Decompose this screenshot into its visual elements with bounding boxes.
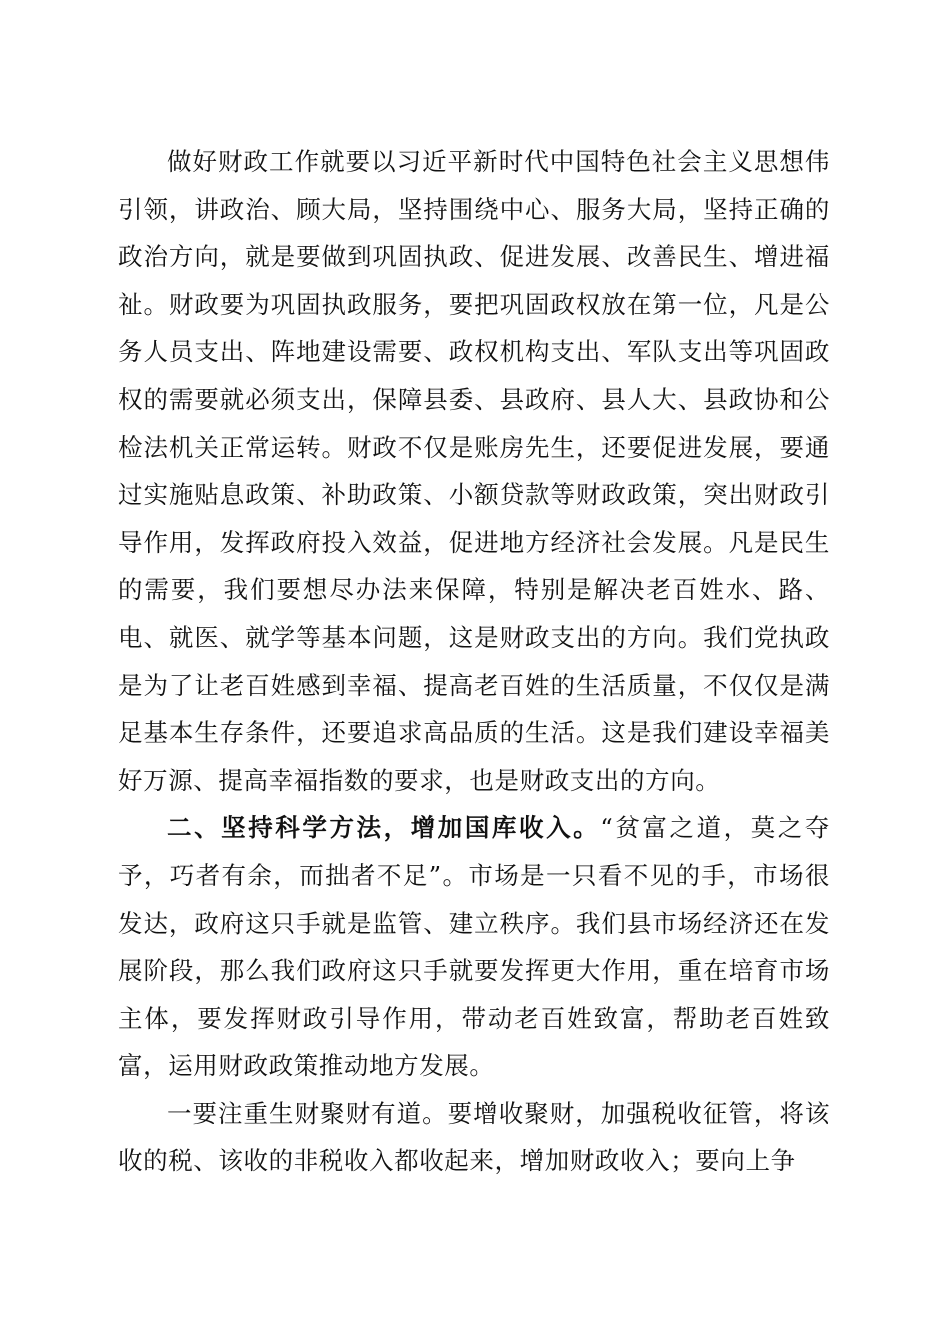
document-body: [118, 138, 830, 1185]
section-heading: 二、坚持科学方法，增加国库收入。: [167, 813, 601, 843]
paragraph-1-text: 做好财政工作就要以习近平新时代中国特色社会主义思想伟引领，讲政治、顾大局，坚持围绕中心、服务大局，坚持正确的政治方向，就是要做到巩固执政、促进发展、改善民生、增进福祉。财政要为巩固执政服务，要把巩固政权放在第一位，凡是公务人员支出、阵地建设需要、政权机构支出、军队支出等巩固政权的需要就必须支出，保障县委、县政府、县人大、县政协和公检法机关正常运转。财政不仅是账房先生，还要促进发展，要通过实施贴息政策、补助政策、小额贷款等财政政策，突出财政引导作用，发挥政府投入效益，促进地方经济社会发展。凡是民生的需要，我们要想尽办法来保障，特别是解决老百姓水、路、电、就医、就学等基本问题，这是财政支出的方向。我们党执政是为了让老百姓感到幸福、提高老百姓的生活质量，不仅仅是满足基本生存条件，还要追求高品质的生活。这是我们建设幸福美好万源、提高幸福指数的要求，也是财政支出的方向。: [118, 147, 830, 795]
paragraph-2: [118, 804, 830, 1090]
paragraph-3-text: 一要注重生财聚财有道。要增收聚财，加强税收征管，将该收的税、该收的非税收入都收起来，增加财政收入；要向上争: [118, 1098, 830, 1176]
paragraph-3: [118, 1090, 830, 1185]
paragraph-2-text: “贫富之道，莫之夺予，巧者有余，而拙者不足”。市场是一只看不见的手，市场很发达，政府这只手就是监管、建立秩序。我们县市场经济还在发展阶段，那么我们政府这只手就要发挥更大作用，重在培育市场主体，要发挥财政引导作用，带动老百姓致富，帮助老百姓致富，运用财政政策推动地方发展。: [118, 813, 830, 1081]
paragraph-1: [118, 138, 830, 804]
